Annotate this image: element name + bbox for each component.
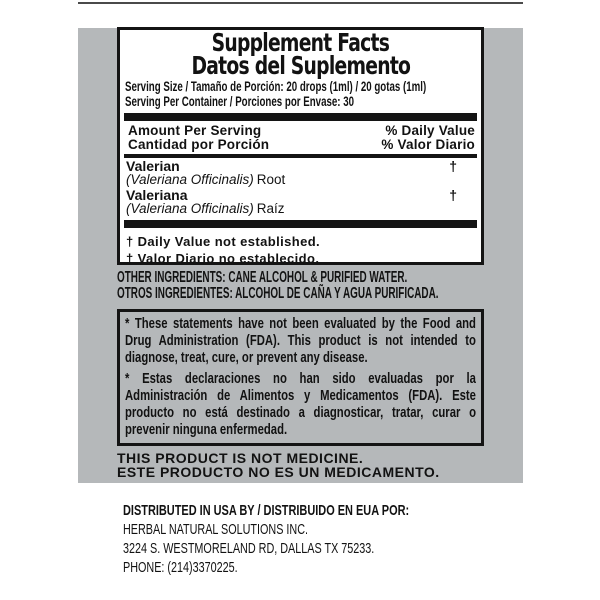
daily-value-label: % Daily Value <box>385 123 475 138</box>
fda-disclaimer-en: * These statements have not been evaluated by the Food and Drug Administration (FDA). This product is not intended to diagnose, treat, cure, or prevent any disease. <box>125 316 476 366</box>
not-medicine-section <box>117 451 517 479</box>
supplement-facts-panel <box>117 27 484 265</box>
other-ingredients-en: OTHER INGREDIENTS: CANE ALCOHOL & PURIFIED WATER. <box>117 269 408 286</box>
footnote-es: † Valor Diario no establecido. <box>126 251 320 266</box>
fda-disclaimer-box <box>117 309 484 446</box>
thick-divider-bar-top <box>124 113 477 121</box>
servings-per-container-line: Serving Per Container / Porciones por Envase: 30 <box>125 94 355 109</box>
distributor-phone: PHONE: (214)3370225. <box>123 559 238 576</box>
table-row-valeriana <box>120 188 481 202</box>
footnote-en: † Daily Value not established. <box>126 234 321 249</box>
daily-value-dagger: † <box>449 158 457 174</box>
supplement-facts-title-es: Datos del Suplemento <box>191 51 410 80</box>
distributor-heading: DISTRIBUTED IN USA BY / DISTRIBUIDO EN EUA POR: <box>123 502 410 519</box>
not-medicine-es: ESTE PRODUCTO NO ES UN MEDICAMENTO. <box>117 464 440 480</box>
valor-diario-label: % Valor Diario <box>381 137 475 152</box>
distributor-name: HERBAL NATURAL SOLUTIONS INC. <box>123 521 309 538</box>
distributor-address: 3224 S. WESTMORELAND RD, DALLAS TX 75233. <box>123 540 375 557</box>
other-ingredients-section <box>117 270 497 302</box>
amount-per-serving-label: Amount Per Serving <box>128 123 262 138</box>
ingredient-name: Valerian <box>126 158 180 174</box>
ingredient-detail-es: (Valeriana Officinalis) Raíz <box>126 201 285 216</box>
ingredient-name: Valeriana <box>126 187 188 203</box>
table-header-en <box>120 124 481 138</box>
other-ingredients-es: OTROS INGREDIENTES: ALCOHOL DE CAÑA Y AGUA PURIFICADA. <box>117 285 439 302</box>
supplement-facts-title-en: Supplement Facts <box>211 28 390 57</box>
table-header-es <box>120 138 481 152</box>
serving-size-line: Serving Size / Tamaño de Porción: 20 drops (1ml) / 20 gotas (1ml) <box>125 79 427 94</box>
distributor-section <box>123 501 543 577</box>
table-row-valerian <box>120 159 481 173</box>
fda-disclaimer-es: * Estas declaraciones no han sido evaluadas por la Administración de Alimentos y Medicamentos (FDA). Este producto no está destinado a diagnosticar, tratar, curar o prevenir ninguna enfermedad. <box>125 371 476 438</box>
cantidad-por-porcion-label: Cantidad por Porción <box>128 137 270 152</box>
ingredient-detail-en: (Valeriana Officinalis) Root <box>126 172 286 187</box>
daily-value-dagger: † <box>449 187 457 203</box>
top-divider-line <box>78 2 523 4</box>
thick-divider-bar-bottom <box>124 220 477 228</box>
not-medicine-en: THIS PRODUCT IS NOT MEDICINE. <box>117 450 364 466</box>
